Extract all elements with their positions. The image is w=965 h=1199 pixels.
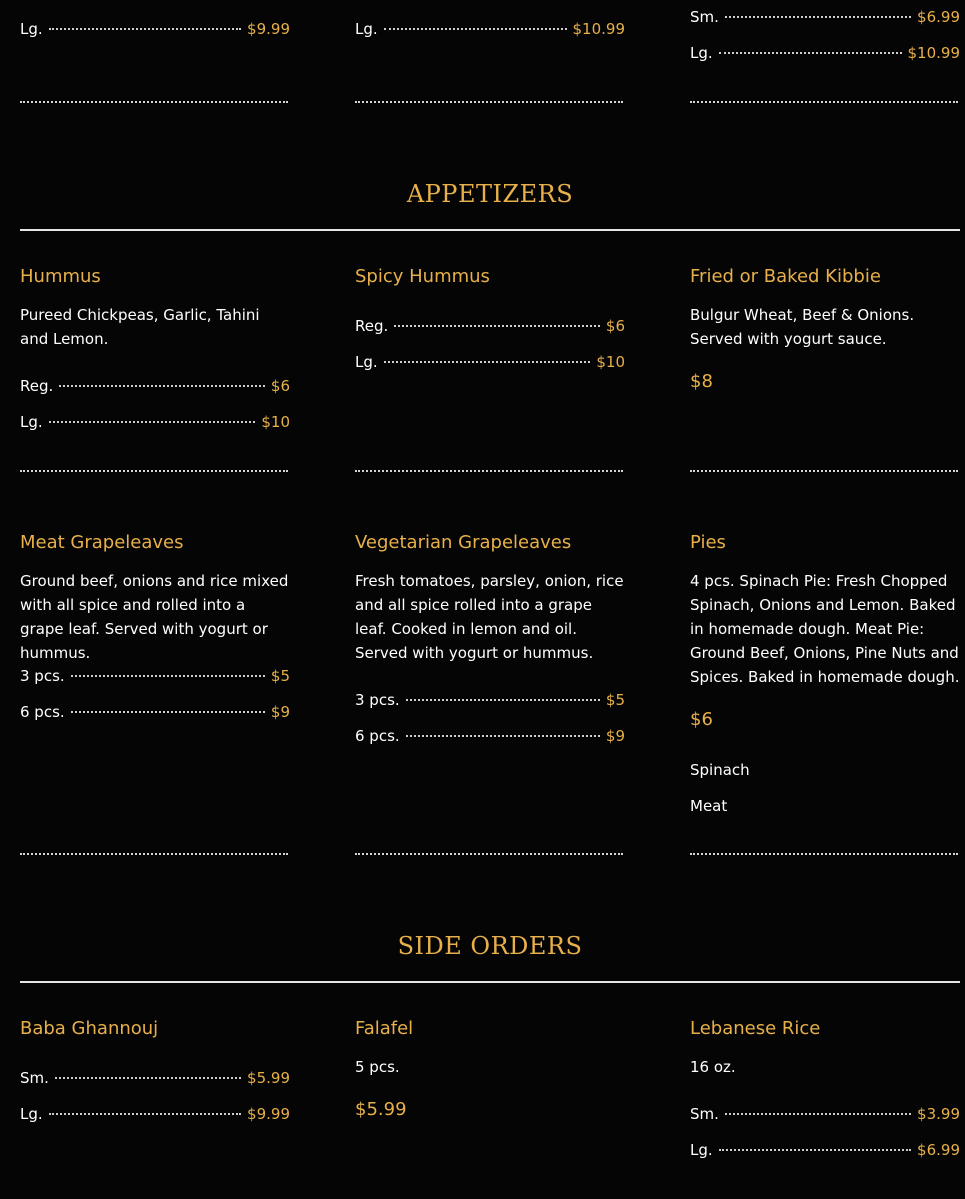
menu-item-spicy-hummus — [355, 265, 625, 371]
menu-item-kibbie — [690, 265, 960, 392]
item-name: Baba Ghannouj — [20, 1018, 159, 1039]
item-name: Vegetarian Grapeleaves — [355, 532, 572, 553]
dot-leader — [55, 1077, 241, 1079]
price: $10.99 — [572, 20, 625, 38]
size-label: 3 pcs. — [355, 691, 400, 709]
size-label: 3 pcs. — [20, 667, 65, 685]
item-separator — [355, 853, 623, 855]
price: $3.99 — [917, 1105, 960, 1123]
item-description: 5 pcs. — [355, 1058, 400, 1076]
size-label: Sm. — [690, 8, 719, 26]
price: $10 — [261, 413, 290, 431]
item-name: Pies — [690, 532, 726, 553]
price: $6 — [605, 317, 625, 335]
dot-leader — [406, 735, 600, 737]
menu-item-pies — [690, 531, 960, 815]
section-title-side-orders: SIDE ORDERS — [397, 932, 583, 960]
item-separator — [20, 470, 288, 472]
item-separator — [690, 470, 958, 472]
dot-leader — [384, 361, 591, 363]
menu-item-veg-grapeleaves — [355, 531, 625, 745]
dot-leader — [384, 28, 567, 30]
section-rule — [20, 229, 960, 231]
item-separator — [20, 853, 288, 855]
dot-leader — [49, 28, 241, 30]
size-label: Lg. — [20, 1105, 43, 1123]
size-label: Lg. — [20, 20, 43, 38]
price: $6.99 — [917, 1141, 960, 1159]
option-spinach: Spinach — [690, 761, 750, 779]
item-description: Ground beef, onions and rice mixed with all spice and rolled into a grape leaf. Served with yogurt or hummus. — [20, 572, 289, 662]
size-label: Sm. — [20, 1069, 49, 1087]
section-rule — [20, 981, 960, 983]
price-row — [20, 377, 290, 397]
dot-leader — [725, 1113, 911, 1115]
item-price: $6 — [690, 709, 713, 730]
price-row — [20, 703, 290, 723]
item-description: Bulgur Wheat, Beef & Onions. Served with yogurt sauce. — [690, 306, 915, 348]
price-row — [20, 20, 290, 40]
dot-leader — [71, 675, 265, 677]
size-label: Sm. — [690, 1105, 719, 1123]
price: $10.99 — [907, 44, 960, 62]
size-label: Lg. — [355, 20, 378, 38]
item-name: Lebanese Rice — [690, 1018, 821, 1039]
price-row — [355, 317, 625, 337]
dot-leader — [725, 16, 911, 18]
dot-leader — [71, 711, 265, 713]
item-name: Hummus — [20, 266, 101, 287]
price-row — [355, 691, 625, 711]
item-price: $8 — [690, 371, 713, 392]
dot-leader — [719, 52, 902, 54]
dot-leader — [59, 385, 265, 387]
dot-leader — [406, 699, 600, 701]
price-row — [355, 353, 625, 373]
size-label: Lg. — [20, 413, 43, 431]
dot-leader — [49, 1113, 241, 1115]
size-label: 6 pcs. — [20, 703, 65, 721]
item-separator — [690, 853, 958, 855]
price-row — [355, 20, 625, 40]
price: $5 — [605, 691, 625, 709]
menu-item-lebanese-rice — [690, 1017, 960, 1159]
price: $6 — [270, 377, 290, 395]
menu-item-hummus — [20, 265, 290, 431]
menu-item-baba-ghannouj — [20, 1017, 290, 1123]
menu-item-falafel — [355, 1017, 625, 1120]
price: $5 — [270, 667, 290, 685]
price-row — [355, 727, 625, 747]
price-row — [690, 44, 960, 64]
item-name: Falafel — [355, 1018, 414, 1039]
item-name: Fried or Baked Kibbie — [690, 266, 881, 287]
price-row — [690, 1141, 960, 1161]
section-title-appetizers: APPETIZERS — [406, 180, 574, 208]
menu-item-meat-grapeleaves — [20, 531, 290, 721]
item-separator — [20, 101, 288, 103]
dot-leader — [394, 325, 600, 327]
price: $9.99 — [247, 20, 290, 38]
item-description: 16 oz. — [690, 1058, 736, 1076]
price-row — [20, 413, 290, 433]
item-separator — [355, 470, 623, 472]
price: $9 — [270, 703, 290, 721]
price-row — [20, 1105, 290, 1125]
size-label: Lg. — [355, 353, 378, 371]
price: $6.99 — [917, 8, 960, 26]
price: $10 — [596, 353, 625, 371]
price: $5.99 — [247, 1069, 290, 1087]
price-row — [690, 1105, 960, 1125]
size-label: Lg. — [690, 1141, 713, 1159]
item-name: Spicy Hummus — [355, 266, 490, 287]
size-label: 6 pcs. — [355, 727, 400, 745]
price-row — [20, 1069, 290, 1089]
dot-leader — [719, 1149, 911, 1151]
price-row — [690, 8, 960, 28]
item-description: Pureed Chickpeas, Garlic, Tahini and Lemon. — [20, 306, 260, 348]
item-description: 4 pcs. Spinach Pie: Fresh Chopped Spinach, Onions and Lemon. Baked in homemade dough. Meat Pie: Ground Beef, Onions, Pine Nuts and Spices. Baked in homemade dough. — [690, 572, 960, 686]
item-separator — [355, 101, 623, 103]
dot-leader — [49, 421, 256, 423]
option-meat: Meat — [690, 797, 728, 815]
item-description: Fresh tomatoes, parsley, onion, rice and all spice rolled into a grape leaf. Cooked in lemon and oil. Served with yogurt or hummus. — [355, 572, 624, 662]
size-label: Lg. — [690, 44, 713, 62]
item-separator — [690, 101, 958, 103]
price-row — [20, 667, 290, 687]
item-name: Meat Grapeleaves — [20, 532, 184, 553]
price: $9.99 — [247, 1105, 290, 1123]
size-label: Reg. — [20, 377, 54, 395]
price: $9 — [605, 727, 625, 745]
size-label: Reg. — [355, 317, 389, 335]
item-price: $5.99 — [355, 1099, 407, 1120]
